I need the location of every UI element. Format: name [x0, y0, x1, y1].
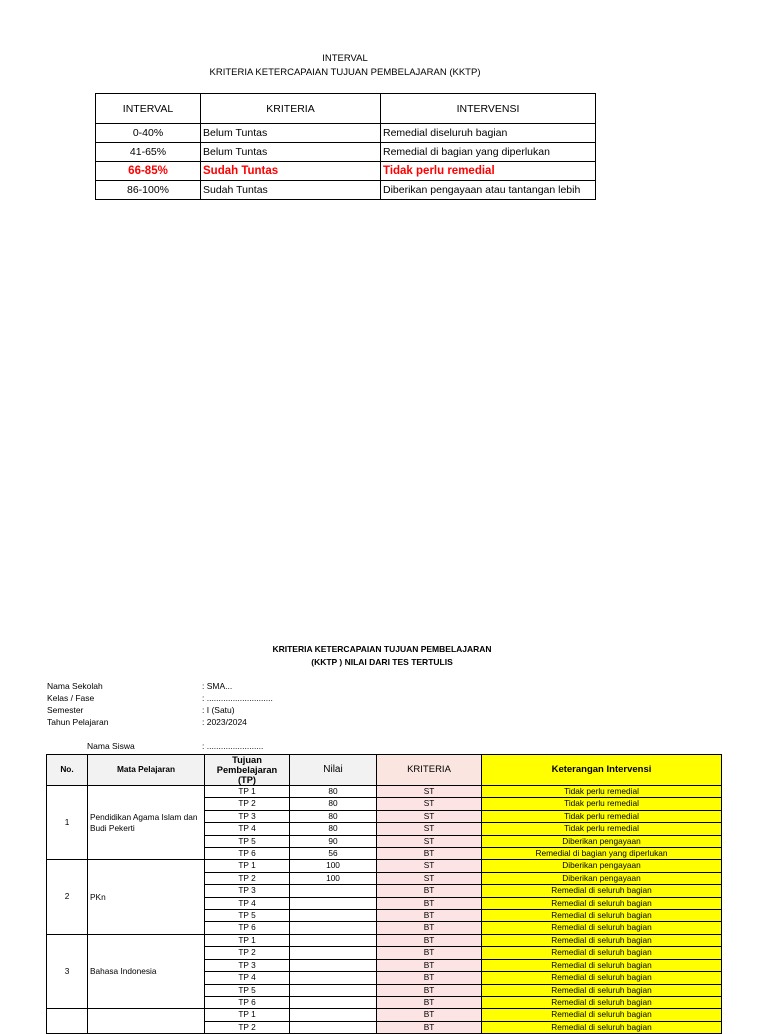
subject-name: Pendidikan Agama Islam dan Budi Pekerti: [88, 786, 205, 860]
kktp-row: [96, 181, 596, 200]
nilai-cell: 100: [290, 872, 377, 884]
keterangan-cell: Remedial di seluruh bagian: [482, 922, 722, 934]
tp-cell: TP 1: [205, 786, 290, 798]
header-nilai: Nilai: [290, 755, 377, 786]
subject-number: [47, 1009, 88, 1034]
kriteria-cell: ST: [377, 860, 482, 872]
keterangan-cell: Remedial di seluruh bagian: [482, 897, 722, 909]
kktp-intervensi-cell: Remedial diseluruh bagian: [381, 124, 596, 143]
nilai-cell: [290, 922, 377, 934]
subject-number: 3: [47, 934, 88, 1008]
subject-name: PKn: [88, 860, 205, 934]
kriteria-cell: ST: [377, 823, 482, 835]
grade-header-row: [47, 755, 722, 786]
nilai-cell: 80: [290, 798, 377, 810]
tp-cell: TP 6: [205, 922, 290, 934]
nilai-cell: 56: [290, 848, 377, 860]
info-value-sekolah: : SMA...: [202, 681, 233, 691]
kktp-intervensi-cell: Tidak perlu remedial: [381, 162, 596, 181]
kriteria-cell: BT: [377, 947, 482, 959]
grade-row: [47, 860, 722, 872]
nilai-cell: [290, 984, 377, 996]
tp-cell: TP 6: [205, 848, 290, 860]
kktp-intervensi-cell: Remedial di bagian yang diperlukan: [381, 143, 596, 162]
info-label-tahun: Tahun Pelajaran: [47, 717, 109, 727]
subject-name: [88, 1009, 205, 1034]
tp-cell: TP 2: [205, 1021, 290, 1033]
nilai-cell: [290, 885, 377, 897]
kktp-kriteria-cell: Sudah Tuntas: [201, 162, 381, 181]
kriteria-cell: BT: [377, 897, 482, 909]
tp-cell: TP 6: [205, 996, 290, 1008]
nilai-cell: [290, 1021, 377, 1033]
nilai-cell: [290, 996, 377, 1008]
kriteria-cell: ST: [377, 786, 482, 798]
tp-cell: TP 2: [205, 947, 290, 959]
kriteria-cell: ST: [377, 835, 482, 847]
tes-title-line1: KRITERIA KETERCAPAIAN TUJUAN PEMBELAJARAN: [272, 644, 492, 654]
keterangan-cell: Tidak perlu remedial: [482, 810, 722, 822]
keterangan-cell: Remedial di seluruh bagian: [482, 934, 722, 946]
kriteria-cell: ST: [377, 810, 482, 822]
nilai-cell: 80: [290, 786, 377, 798]
tp-cell: TP 1: [205, 1009, 290, 1021]
keterangan-cell: Remedial di seluruh bagian: [482, 996, 722, 1008]
subject-name: Bahasa Indonesia: [88, 934, 205, 1008]
info-value-tahun: : 2023/2024: [202, 717, 247, 727]
header-keterangan: Keterangan Intervensi: [482, 755, 722, 786]
nilai-cell: [290, 1009, 377, 1021]
nilai-cell: [290, 897, 377, 909]
nilai-cell: 100: [290, 860, 377, 872]
keterangan-cell: Tidak perlu remedial: [482, 786, 722, 798]
keterangan-cell: Remedial di seluruh bagian: [482, 1021, 722, 1033]
kktp-row: [96, 124, 596, 143]
tp-cell: TP 4: [205, 823, 290, 835]
kriteria-cell: BT: [377, 910, 482, 922]
kktp-kriteria-cell: Belum Tuntas: [201, 124, 381, 143]
kriteria-cell: BT: [377, 959, 482, 971]
keterangan-cell: Remedial di seluruh bagian: [482, 947, 722, 959]
nilai-cell: [290, 972, 377, 984]
info-label-semester: Semester: [47, 705, 84, 715]
kriteria-cell: BT: [377, 934, 482, 946]
tp-cell: TP 4: [205, 897, 290, 909]
header-mapel: Mata Pelajaran: [88, 755, 205, 786]
tp-cell: TP 5: [205, 910, 290, 922]
grade-row: [47, 1009, 722, 1021]
kriteria-cell: BT: [377, 972, 482, 984]
kriteria-cell: BT: [377, 885, 482, 897]
nama-siswa-value: : ........................: [202, 741, 264, 751]
grade-row: [47, 934, 722, 946]
kktp-interval-cell: 86-100%: [96, 181, 201, 200]
keterangan-cell: Remedial di seluruh bagian: [482, 972, 722, 984]
keterangan-cell: Remedial di seluruh bagian: [482, 984, 722, 996]
nilai-cell: 80: [290, 810, 377, 822]
nama-siswa-label: Nama Siswa: [87, 741, 135, 751]
subject-number: 2: [47, 860, 88, 934]
kktp-interval-cell: 0-40%: [96, 124, 201, 143]
nilai-cell: [290, 934, 377, 946]
header-kriteria: KRITERIA: [201, 94, 381, 124]
keterangan-cell: Tidak perlu remedial: [482, 798, 722, 810]
tp-cell: TP 3: [205, 810, 290, 822]
header-kriteria: KRITERIA: [377, 755, 482, 786]
tp-cell: TP 3: [205, 959, 290, 971]
tp-cell: TP 5: [205, 984, 290, 996]
grade-row: [47, 786, 722, 798]
kktp-title-line2: KRITERIA KETERCAPAIAN TUJUAN PEMBELAJARAN (KKTP): [209, 67, 481, 78]
header-interval: INTERVAL: [96, 94, 201, 124]
kriteria-cell: BT: [377, 848, 482, 860]
tp-cell: TP 4: [205, 972, 290, 984]
kktp-heading: [0, 52, 690, 80]
kktp-row: [96, 143, 596, 162]
info-label-sekolah: Nama Sekolah: [47, 681, 103, 691]
tes-title-line2: (KKTP ) NILAI DARI TES TERTULIS: [311, 657, 453, 667]
keterangan-cell: Tidak perlu remedial: [482, 823, 722, 835]
kktp-row: [96, 162, 596, 181]
tp-cell: TP 5: [205, 835, 290, 847]
keterangan-cell: Remedial di seluruh bagian: [482, 1009, 722, 1021]
kriteria-cell: BT: [377, 1021, 482, 1033]
kriteria-cell: ST: [377, 798, 482, 810]
header-tp: Tujuan Pembelajaran (TP): [205, 755, 290, 786]
tp-cell: TP 2: [205, 872, 290, 884]
nilai-cell: 80: [290, 823, 377, 835]
keterangan-cell: Diberikan pengayaan: [482, 872, 722, 884]
header-no: No.: [47, 755, 88, 786]
nilai-cell: 90: [290, 835, 377, 847]
nilai-cell: [290, 910, 377, 922]
kktp-header-row: [96, 94, 596, 124]
kktp-interval-cell: 41-65%: [96, 143, 201, 162]
kriteria-cell: ST: [377, 872, 482, 884]
kktp-kriteria-cell: Sudah Tuntas: [201, 181, 381, 200]
keterangan-cell: Remedial di bagian yang diperlukan: [482, 848, 722, 860]
kriteria-cell: BT: [377, 996, 482, 1008]
subject-number: 1: [47, 786, 88, 860]
tes-tertulis-heading: [0, 643, 764, 669]
keterangan-cell: Remedial di seluruh bagian: [482, 959, 722, 971]
nilai-cell: [290, 947, 377, 959]
grade-table: [46, 754, 722, 1034]
tp-cell: TP 1: [205, 934, 290, 946]
kriteria-cell: BT: [377, 984, 482, 996]
tp-cell: TP 2: [205, 798, 290, 810]
keterangan-cell: Remedial di seluruh bagian: [482, 910, 722, 922]
keterangan-cell: Diberikan pengayaan: [482, 835, 722, 847]
tp-cell: TP 1: [205, 860, 290, 872]
nilai-cell: [290, 959, 377, 971]
kktp-title-line1: INTERVAL: [322, 53, 368, 64]
kriteria-cell: BT: [377, 922, 482, 934]
kktp-criteria-table: [95, 93, 596, 200]
info-label-kelas: Kelas / Fase: [47, 693, 95, 703]
keterangan-cell: Remedial di seluruh bagian: [482, 885, 722, 897]
keterangan-cell: Diberikan pengayaan: [482, 860, 722, 872]
info-value-kelas: : ............................: [202, 693, 273, 703]
kriteria-cell: BT: [377, 1009, 482, 1021]
kktp-intervensi-cell: Diberikan pengayaan atau tantangan lebih: [381, 181, 596, 200]
kktp-interval-cell: 66-85%: [96, 162, 201, 181]
header-intervensi: INTERVENSI: [381, 94, 596, 124]
tp-cell: TP 3: [205, 885, 290, 897]
info-value-semester: : I (Satu): [202, 705, 235, 715]
kktp-kriteria-cell: Belum Tuntas: [201, 143, 381, 162]
